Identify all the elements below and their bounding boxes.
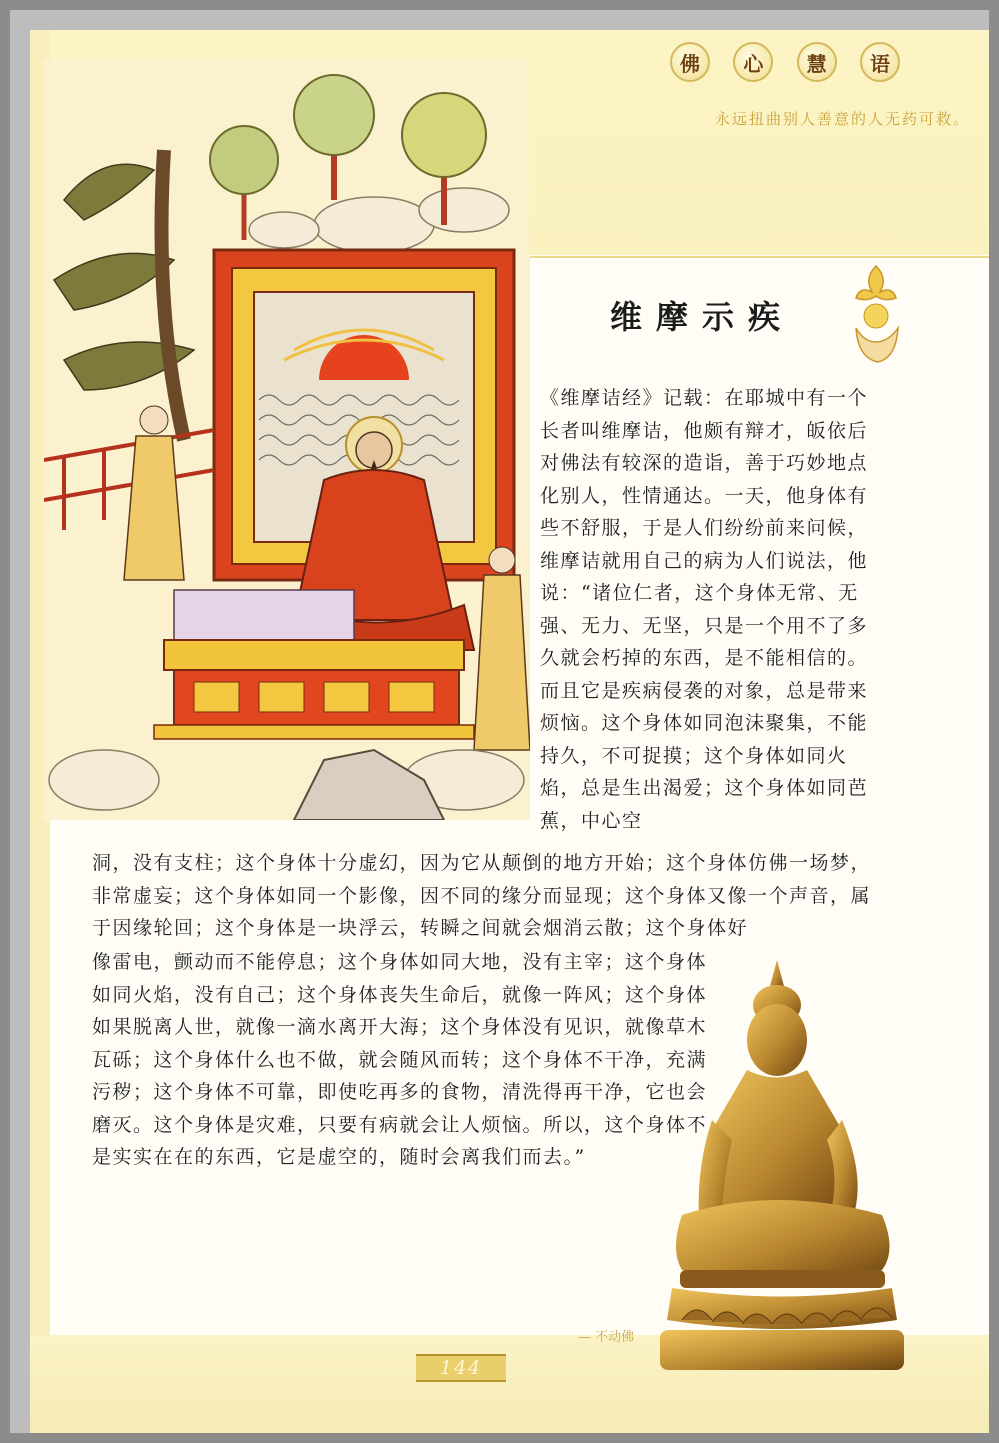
page-number: 144 (416, 1354, 506, 1382)
article-title: 维摩示疾 (610, 298, 795, 336)
buddha-statue (652, 960, 912, 1380)
section-tag (670, 36, 900, 88)
page-frame (10, 10, 989, 1433)
section-tag-char: 慧 (797, 42, 837, 82)
header-divider (520, 256, 989, 258)
section-tag-char: 佛 (670, 42, 710, 82)
body-paragraph-full: 洞，没有支柱；这个身体十分虚幻，因为它从颠倒的地方开始；这个身体仿佛一场梦，非常虚妄；这个身体如同一个影像，因不同的缘分而显现；这个身体又像一个声音，属于因缘轮回；这个身体是一块浮云，转瞬之间就会烟消云散；这个身体好 (92, 852, 872, 939)
section-tag-char: 心 (733, 42, 773, 82)
body-paragraph-left: 像雷电，颤动而不能停息；这个身体如同大地，没有主宰；这个身体如同火焰，没有自己；这个身体丧失生命后，就像一阵风；这个身体如果脱离人世，就像一滴水离开大海；这个身体没有见识，就像草木瓦砾；这个身体什么也不做，就会随风而转；这个身体不干净，充满污秽；这个身体不可靠，即使吃再多的食物，清洗得再干净，它也会磨灭。这个身体是灾难，只要有病就会让人烦恼。所以，这个身体不是实实在在的东西，它是虚空的，随时会离我们而去。” (92, 951, 708, 1168)
header-quote: 永远扭曲别人善意的人无药可救。 (714, 110, 970, 128)
vimalakirti-painting (44, 60, 530, 820)
statue-caption: — 不动佛 (578, 1330, 635, 1345)
statue-caption-text: 不动佛 (595, 1330, 635, 1345)
lotus-hand-icon (848, 258, 904, 368)
book-page (30, 30, 989, 1433)
section-tag-char: 语 (860, 42, 900, 82)
body-paragraph-right: 《维摩诘经》记载：在耶城中有一个长者叫维摩诘，他颇有辩才，皈依后对佛法有较深的造诣，善于巧妙地点化别人，性情通达。一天，他身体有些不舒服，于是人们纷纷前来问候，维摩诘就用自己的病为人们说法，他说：“诸位仁者，这个身体无常、无强、无力、无坚，只是一个用不了多久就会朽掉的东西，是不能相信的。而且它是疾病侵袭的对象，总是带来烦恼。这个身体如同泡沫聚集，不能持久，不可捉摸；这个身体如同火焰，总是生出渴爱；这个身体如同芭蕉，中心空 (540, 387, 869, 832)
